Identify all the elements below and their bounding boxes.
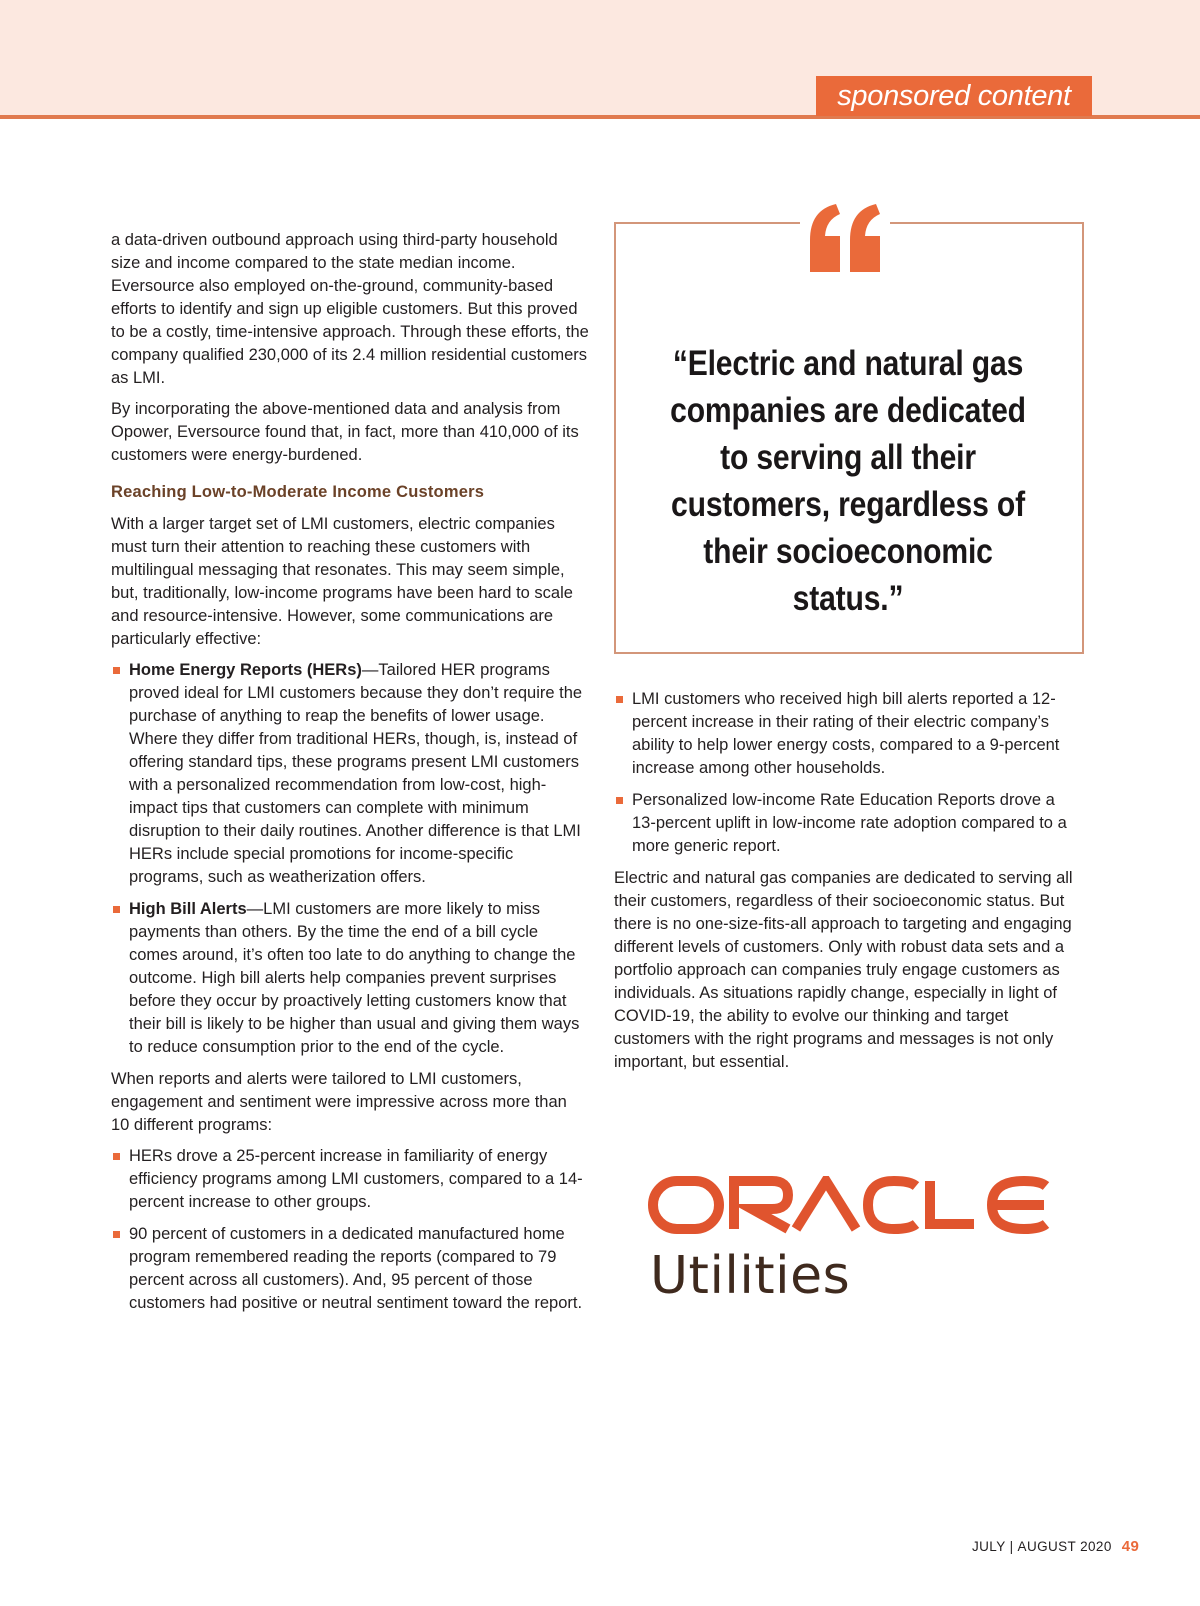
list-item-text: —LMI customers are more likely to miss payments than others. By the time the end of a bill cycle comes around, it’s often too late to do anything to change the outcome. High bill alerts help companies prevent surprises before they occur by proactively letting customers know that their bill is likely to be higher than usual and giving them ways to reduce consumption prior to the end of the cycle. [129, 900, 580, 1056]
paragraph: With a larger target set of LMI customers, electric companies must turn their attention to reaching these customers with multilingual messaging that resonates. This may seem simple, but, traditionally, low-income programs have been hard to scale and resource-intensive. However, some communications are particularly effective: [111, 515, 573, 648]
list-item [111, 898, 589, 1059]
left-column [111, 229, 589, 1324]
logo-utilities-text: Utilities [650, 1246, 851, 1306]
list-item-lead: Home Energy Reports (HERs) [129, 661, 362, 679]
paragraph: When reports and alerts were tailored to LMI customers, engagement and sentiment were impressive across more than 10 different programs: [111, 1070, 567, 1134]
list-item [111, 1223, 589, 1315]
bullet-square-icon [113, 1153, 120, 1160]
list-item-text: 90 percent of customers in a dedicated manufactured home program remembered reading the reports (compared to 79 percent across all customers). And, 95 percent of those customers had positive or neutral sentiment toward the report. [129, 1225, 583, 1312]
list-item-text: HERs drove a 25-percent increase in familiarity of energy efficiency programs among LMI customers, compared to a 14-percent increase to other groups. [129, 1147, 583, 1211]
paragraph: a data-driven outbound approach using third-party household size and income compared to the state median income. Eversource also employed on-the-ground, community-based efforts to identify and sign up eligible customers. But this proved to be a costly, time-intensive approach. Through these efforts, the company qualified 230,000 of its 2.4 million residential customers as LMI. [111, 231, 589, 387]
bullet-list [111, 1145, 589, 1315]
bullet-list [111, 659, 589, 1059]
footer-issue: AUGUST 2020 [1017, 1539, 1112, 1554]
list-item [111, 1145, 589, 1214]
list-item [614, 789, 1080, 858]
oracle-logo [648, 1176, 1052, 1234]
paragraph: By incorporating the above-mentioned data and analysis from Opower, Eversource found that, in fact, more than 410,000 of its customers were energy-burdened. [111, 400, 579, 464]
bullet-square-icon [113, 1231, 120, 1238]
footer-separator: | [1009, 1539, 1014, 1554]
quote-mark-icon [806, 202, 886, 274]
page-footer [972, 1538, 1139, 1556]
list-item-lead: High Bill Alerts [129, 900, 247, 918]
sponsored-content-tag: sponsored content [816, 76, 1092, 116]
section-subhead: Reaching Low-to-Moderate Income Customers [111, 483, 485, 501]
list-item-text: LMI customers who received high bill alerts reported a 12-percent increase in their rating of their electric company’s ability to help lower energy costs, compared to a 9-percent increase among other households. [632, 690, 1060, 777]
list-item-text: —Tailored HER programs proved ideal for LMI customers because they don’t require the purchase of anything to reap the benefits of lower usage. Where they differ from traditional HERs, though, is, instead of offering standard tips, these programs present LMI customers with a personalized recommendation from low-cost, high-impact tips that customers can complete with minimum disruption to their daily routines. Another difference is that LMI HERs include special promotions for income-specific programs, such as weatherization offers. [129, 661, 583, 886]
page-number: 49 [1121, 1538, 1140, 1555]
list-item-text: Personalized low-income Rate Education Reports drove a 13-percent uplift in low-income rate adoption compared to a more generic report. [632, 791, 1067, 855]
footer-month: JULY [972, 1539, 1006, 1554]
pull-quote: “Electric and natural gas companies are dedicated to serving all their customers, regardless of their socioeconomic status.” [670, 344, 1026, 618]
right-column [614, 688, 1080, 1082]
bullet-square-icon [113, 667, 120, 674]
list-item [111, 659, 589, 889]
paragraph: Electric and natural gas companies are dedicated to serving all their customers, regardless of their socioeconomic status. But there is no one-size-fits-all approach to targeting and engaging different levels of customers. Only with robust data sets and a portfolio approach can companies truly engage customers as individuals. As situations rapidly change, especially in light of COVID-19, the ability to evolve our thinking and target customers with the right programs and messages is not only important, but essential. [614, 869, 1073, 1071]
bullet-square-icon [616, 696, 623, 703]
bullet-square-icon [616, 797, 623, 804]
bullet-square-icon [113, 906, 120, 913]
list-item [614, 688, 1080, 780]
bullet-list [614, 688, 1080, 858]
